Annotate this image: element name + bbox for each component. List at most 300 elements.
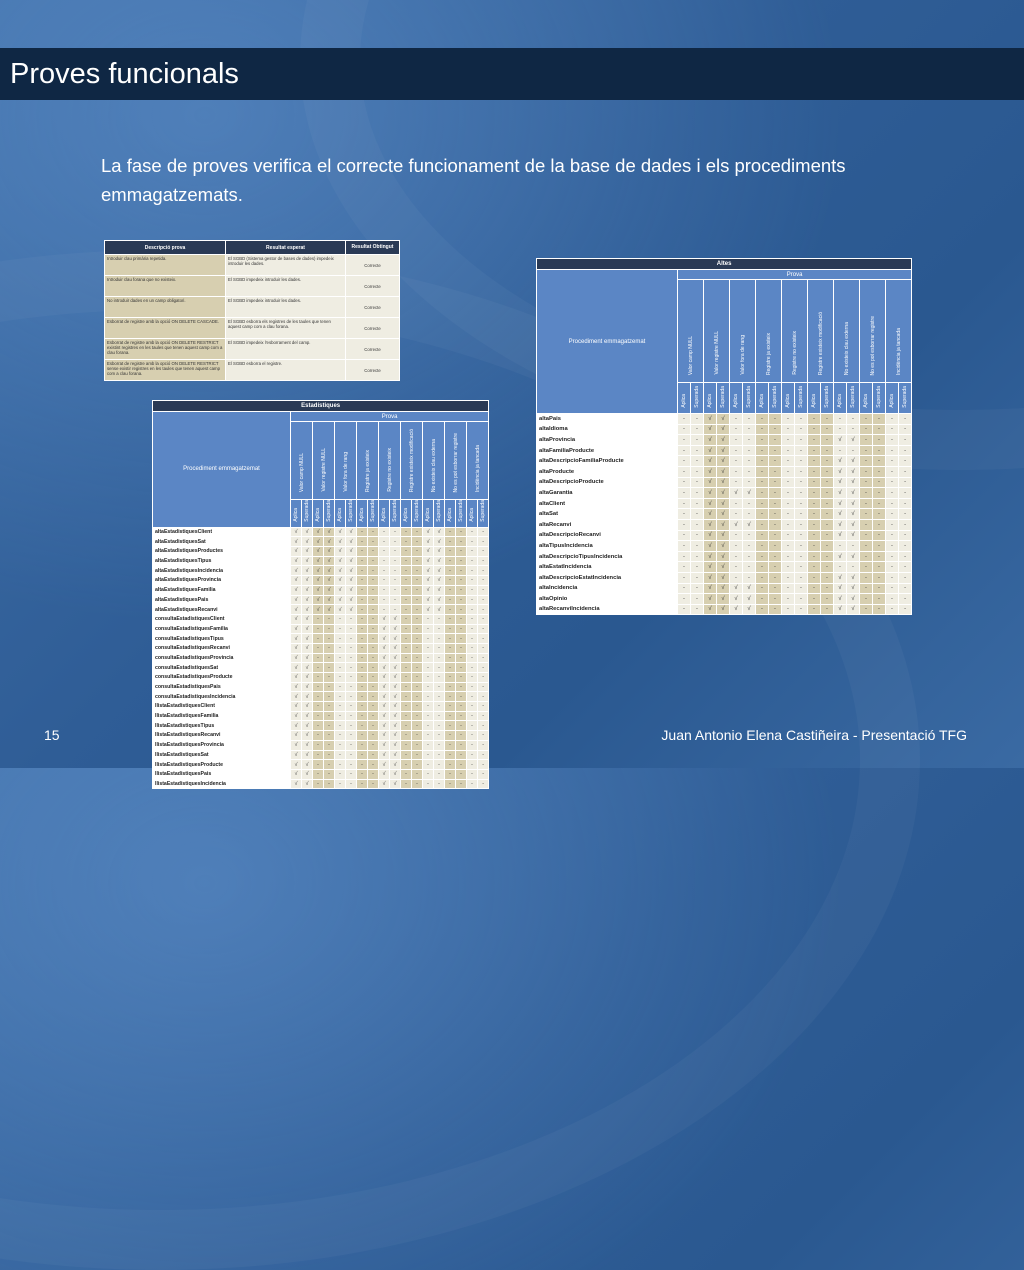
result-cell: -: [886, 488, 899, 499]
result-cell: -: [834, 541, 847, 552]
result-cell: -: [860, 509, 873, 520]
result-cell: -: [456, 527, 467, 537]
procedure-name: consultaEstadistiquesClient: [153, 614, 291, 624]
sub-header-aplica: [335, 500, 346, 528]
result-cell: -: [434, 769, 445, 779]
result-cell: -: [456, 731, 467, 741]
result-cell: √: [390, 624, 401, 634]
result-cell: -: [379, 595, 390, 605]
result-cell: -: [379, 566, 390, 576]
result-cell: -: [691, 583, 704, 594]
result-cell: -: [434, 682, 445, 692]
result-cell: √: [346, 556, 357, 566]
result-cell: √: [291, 576, 302, 586]
test-description-table: [104, 240, 400, 381]
result-cell: -: [324, 634, 335, 644]
result-cell: -: [808, 435, 821, 446]
sub-header-label: Aplica: [759, 394, 765, 408]
result-cell: √: [743, 594, 756, 605]
result-cell: √: [335, 576, 346, 586]
result-cell: -: [434, 673, 445, 683]
result-cell: -: [873, 445, 886, 456]
result-cell: -: [368, 556, 379, 566]
result-cell: √: [302, 740, 313, 750]
result-cell: √: [302, 692, 313, 702]
table-row: [153, 692, 489, 702]
result-cell: -: [834, 424, 847, 435]
result-cell: -: [401, 537, 412, 547]
result-cell: -: [445, 760, 456, 770]
result-cell: -: [412, 750, 423, 760]
result-cell: -: [730, 445, 743, 456]
result-cell: -: [423, 740, 434, 750]
result-cell: -: [324, 779, 335, 789]
sub-header-label: Aplica: [863, 394, 869, 408]
result-cell: -: [691, 445, 704, 456]
result-cell: -: [899, 477, 912, 488]
result-cell: -: [873, 466, 886, 477]
table-row: [537, 519, 912, 530]
result-cell: -: [467, 740, 478, 750]
result-cell: -: [401, 576, 412, 586]
table-row: [153, 566, 489, 576]
result-cell: -: [335, 740, 346, 750]
table-row: [153, 643, 489, 653]
result-cell: -: [873, 594, 886, 605]
result-cell: √: [302, 750, 313, 760]
result-cell: -: [730, 424, 743, 435]
result-cell: √: [717, 583, 730, 594]
result-cell: √: [704, 466, 717, 477]
result-cell: -: [313, 663, 324, 673]
result-cell: -: [899, 572, 912, 583]
result-cell: -: [445, 547, 456, 557]
result-cell: -: [678, 445, 691, 456]
result-cell: √: [834, 551, 847, 562]
result-cell: -: [860, 488, 873, 499]
result-cell: -: [335, 750, 346, 760]
procedure-name: consultaEstadistiquesProvincia: [153, 653, 291, 663]
result-cell: -: [873, 572, 886, 583]
result-cell: -: [456, 595, 467, 605]
procedure-name: altaEstadistiquesClient: [153, 527, 291, 537]
result-cell: -: [467, 537, 478, 547]
result-cell: -: [434, 750, 445, 760]
result-cell: -: [357, 779, 368, 789]
result-cell: -: [808, 541, 821, 552]
table-row: [537, 488, 912, 499]
procedure-name: llistaEstadistiquesClient: [153, 702, 291, 712]
result-cell: -: [873, 530, 886, 541]
result-cell: -: [478, 653, 489, 663]
result-cell: -: [808, 572, 821, 583]
result-cell: -: [873, 604, 886, 615]
result-cell: -: [821, 435, 834, 446]
result-cell: -: [478, 750, 489, 760]
sub-header-superada: [795, 383, 808, 414]
result-cell: -: [313, 750, 324, 760]
result-cell: -: [860, 498, 873, 509]
result-cell: -: [808, 498, 821, 509]
result-cell: -: [886, 562, 899, 573]
result-cell: -: [423, 750, 434, 760]
result-cell: √: [324, 576, 335, 586]
result-cell: √: [743, 583, 756, 594]
result-cell: √: [379, 634, 390, 644]
sub-header-label: Superada: [458, 500, 464, 522]
result-cell: -: [368, 605, 379, 615]
result-cell: -: [335, 614, 346, 624]
result-cell: -: [886, 466, 899, 477]
result-cell: -: [821, 477, 834, 488]
result-cell: √: [847, 435, 860, 446]
sub-header-label: Superada: [746, 386, 752, 408]
result-cell: -: [691, 424, 704, 435]
test-column-header: [808, 280, 834, 383]
result-cell: -: [478, 634, 489, 644]
result-cell: -: [782, 583, 795, 594]
result-cell: -: [456, 624, 467, 634]
result-cell: -: [434, 731, 445, 741]
result-cell: -: [821, 541, 834, 552]
result-cell: -: [346, 624, 357, 634]
result-cell: -: [357, 731, 368, 741]
result-cell: -: [456, 760, 467, 770]
result-cell: -: [313, 673, 324, 683]
procedure-header: Procediment emmagatzemat: [537, 270, 678, 414]
result-cell: √: [335, 547, 346, 557]
intro-text: La fase de proves verifica el correcte funcionament de la base de dades i els procediments emmagatzemats.: [101, 155, 846, 205]
result-cell: -: [390, 547, 401, 557]
result-cell: -: [412, 682, 423, 692]
result-cell: -: [456, 702, 467, 712]
result-cell: √: [291, 595, 302, 605]
result-cell: -: [368, 740, 379, 750]
result-cell: -: [678, 583, 691, 594]
sub-header-superada: [302, 500, 313, 528]
test-column-header: [379, 422, 401, 500]
result-cell: -: [860, 541, 873, 552]
header-resultat-esperat: Resultat esperat: [226, 241, 346, 255]
procedure-name: llistaEstadistiquesPais: [153, 769, 291, 779]
result-cell: -: [467, 653, 478, 663]
result-cell: -: [756, 572, 769, 583]
result-cell: √: [847, 466, 860, 477]
result-cell: -: [335, 760, 346, 770]
result-cell: -: [423, 760, 434, 770]
result-cell: -: [346, 614, 357, 624]
result-cell: -: [357, 585, 368, 595]
sub-header-label: Superada: [694, 386, 700, 408]
result-cell: -: [368, 721, 379, 731]
result-cell: √: [390, 711, 401, 721]
result-cell: -: [834, 414, 847, 425]
result-cell: -: [678, 414, 691, 425]
table-row: [537, 414, 912, 425]
procedure-name: altaEstadistiquesRecanvi: [153, 605, 291, 615]
result-cell: √: [717, 604, 730, 615]
result-cell: -: [782, 488, 795, 499]
result-cell: -: [678, 424, 691, 435]
result-cell: -: [743, 445, 756, 456]
result-cell: √: [302, 634, 313, 644]
result-cell: √: [335, 585, 346, 595]
result-cell: √: [379, 692, 390, 702]
result-cell: -: [313, 702, 324, 712]
result-cell: -: [886, 530, 899, 541]
result-cell: -: [821, 456, 834, 467]
result-cell: -: [379, 556, 390, 566]
result-cell: -: [412, 779, 423, 789]
result-cell: -: [401, 614, 412, 624]
procedure-name: consultaEstadistiquesIncidencia: [153, 692, 291, 702]
table-row: [153, 740, 489, 750]
result-cell: √: [704, 604, 717, 615]
result-cell: -: [445, 576, 456, 586]
result-cell: -: [467, 566, 478, 576]
result-cell: -: [445, 585, 456, 595]
estadistiques-table: [152, 400, 489, 789]
result-cell: -: [808, 456, 821, 467]
result-cell: -: [834, 445, 847, 456]
result-cell: √: [847, 456, 860, 467]
result-cell: -: [478, 760, 489, 770]
result-cell: -: [678, 551, 691, 562]
table-row: [105, 255, 400, 276]
result-cell: -: [456, 585, 467, 595]
result-cell: -: [478, 740, 489, 750]
sub-header-label: Aplica: [707, 394, 713, 408]
page-number: 15: [44, 727, 60, 743]
result-cell: -: [324, 721, 335, 731]
result-cell: -: [478, 673, 489, 683]
result-cell: -: [860, 604, 873, 615]
result-cell: -: [467, 614, 478, 624]
sub-header-aplica: [678, 383, 691, 414]
result-cell: -: [423, 721, 434, 731]
result-cell: -: [467, 702, 478, 712]
result-cell: -: [379, 547, 390, 557]
result-cell: -: [795, 530, 808, 541]
result-cell: √: [834, 466, 847, 477]
result-cell: -: [886, 435, 899, 446]
result-cell: √: [302, 643, 313, 653]
result-cell: -: [368, 643, 379, 653]
result-cell: √: [390, 692, 401, 702]
result-cell: √: [704, 594, 717, 605]
result-cell: √: [717, 572, 730, 583]
sub-header-aplica: [291, 500, 302, 528]
result-cell: -: [478, 527, 489, 537]
result-cell: -: [899, 551, 912, 562]
table-row: [153, 605, 489, 615]
result-cell: √: [313, 527, 324, 537]
result-cell: -: [478, 595, 489, 605]
result-cell: √: [291, 750, 302, 760]
table-row: [153, 663, 489, 673]
result-cell: -: [313, 653, 324, 663]
result-cell: -: [412, 634, 423, 644]
result-cell: √: [302, 547, 313, 557]
result-cell: -: [412, 585, 423, 595]
result-cell: √: [313, 537, 324, 547]
sub-header-aplica: [886, 383, 899, 414]
result-cell: -: [743, 456, 756, 467]
slide-title: Proves funcionals: [10, 58, 239, 90]
result-cell: √: [717, 498, 730, 509]
result-cell: -: [346, 779, 357, 789]
result-cell: -: [691, 519, 704, 530]
result-cell: -: [756, 519, 769, 530]
sub-header-label: Superada: [370, 500, 376, 522]
result-cell: -: [782, 435, 795, 446]
result-cell: -: [357, 556, 368, 566]
result-cell: -: [346, 769, 357, 779]
result-cell: -: [434, 711, 445, 721]
result-cell: √: [324, 605, 335, 615]
result-cell: -: [401, 566, 412, 576]
result-cell: -: [795, 551, 808, 562]
result-cell: -: [769, 519, 782, 530]
result-cell: -: [821, 551, 834, 562]
result-cell: √: [379, 653, 390, 663]
result-cell: -: [357, 595, 368, 605]
result-cell: -: [423, 682, 434, 692]
result-cell: -: [467, 605, 478, 615]
result-cell: -: [401, 653, 412, 663]
result-cell: √: [302, 731, 313, 741]
result-cell: -: [357, 760, 368, 770]
result-cell: -: [691, 456, 704, 467]
sub-header-label: Aplica: [425, 508, 431, 522]
procedure-name: llistaEstadistiquesIncidencia: [153, 779, 291, 789]
result-cell: -: [795, 604, 808, 615]
result-cell: -: [412, 653, 423, 663]
result-cell: -: [412, 566, 423, 576]
result-cell: -: [795, 456, 808, 467]
result-cell: -: [756, 424, 769, 435]
procedure-name: consultaEstadistiquesFamilia: [153, 624, 291, 634]
result-cell: -: [412, 721, 423, 731]
result-cell: -: [346, 702, 357, 712]
result-cell: -: [899, 414, 912, 425]
table-row: [153, 779, 489, 789]
test-column-header: [445, 422, 467, 500]
sub-header-label: Superada: [824, 386, 830, 408]
result-cell: -: [478, 605, 489, 615]
result-cell: -: [756, 541, 769, 552]
result-cell: -: [346, 692, 357, 702]
test-column-label: Valor registre NULL: [320, 448, 327, 492]
result-cell: -: [478, 711, 489, 721]
result-cell: -: [357, 547, 368, 557]
result-cell: √: [434, 527, 445, 537]
result-cell: -: [357, 566, 368, 576]
result-cell: -: [899, 541, 912, 552]
result-cell: -: [756, 498, 769, 509]
result-cell: -: [335, 731, 346, 741]
result-cell: -: [324, 643, 335, 653]
result-cell: -: [423, 779, 434, 789]
procedure-name: altaClient: [537, 498, 678, 509]
result-cell: -: [445, 663, 456, 673]
test-column-header: [886, 280, 912, 383]
result-cell: -: [412, 576, 423, 586]
sub-header-label: Aplica: [837, 394, 843, 408]
result-cell: -: [467, 585, 478, 595]
procedure-name: consultaEstadistiquesTipus: [153, 634, 291, 644]
result-cell: -: [324, 673, 335, 683]
result-cell: -: [730, 456, 743, 467]
result-cell: -: [743, 414, 756, 425]
test-column-header: [730, 280, 756, 383]
table-row: [537, 466, 912, 477]
result-cell: -: [478, 547, 489, 557]
result-cell: -: [873, 551, 886, 562]
result-cell: -: [808, 509, 821, 520]
result-cell: -: [769, 445, 782, 456]
result-cell: -: [478, 576, 489, 586]
result-cell: -: [401, 585, 412, 595]
result-cell: -: [456, 750, 467, 760]
result-cell: √: [291, 682, 302, 692]
result-cell: √: [390, 750, 401, 760]
result-cell: -: [445, 595, 456, 605]
result-cell: -: [390, 576, 401, 586]
result-cell: √: [313, 585, 324, 595]
result-cell: -: [691, 604, 704, 615]
result-cell: √: [717, 445, 730, 456]
result-cell: √: [302, 566, 313, 576]
result-cell: -: [756, 530, 769, 541]
result-cell: √: [834, 572, 847, 583]
sub-header-aplica: [860, 383, 873, 414]
test-column-label: No existeix clau externa: [430, 438, 437, 492]
result-cell: √: [730, 519, 743, 530]
result-cell: -: [357, 653, 368, 663]
table-row: [537, 562, 912, 573]
result-cell: -: [313, 779, 324, 789]
result-cell: √: [346, 566, 357, 576]
result-cell: -: [412, 614, 423, 624]
result-cell: -: [478, 614, 489, 624]
result-cell: √: [291, 605, 302, 615]
result-cell: -: [412, 527, 423, 537]
result-cell: -: [357, 740, 368, 750]
result-cell: √: [834, 530, 847, 541]
result-cell: -: [412, 547, 423, 557]
result-cell: -: [324, 653, 335, 663]
result-cell: -: [782, 498, 795, 509]
result-cell: -: [873, 583, 886, 594]
result-cell: √: [834, 583, 847, 594]
result-cell: √: [302, 779, 313, 789]
table-row: [153, 576, 489, 586]
result-cell: -: [368, 731, 379, 741]
test-column-header: [782, 280, 808, 383]
sub-header-aplica: [401, 500, 412, 528]
result-cell: -: [346, 721, 357, 731]
procedure-name: consultaEstadistiquesPais: [153, 682, 291, 692]
result-cell: -: [401, 711, 412, 721]
result-cell: -: [434, 702, 445, 712]
result-cell: -: [335, 634, 346, 644]
result-cell: -: [834, 562, 847, 573]
result-cell: √: [291, 731, 302, 741]
result-cell: -: [445, 779, 456, 789]
result-cell: -: [390, 585, 401, 595]
result-cell: -: [678, 466, 691, 477]
